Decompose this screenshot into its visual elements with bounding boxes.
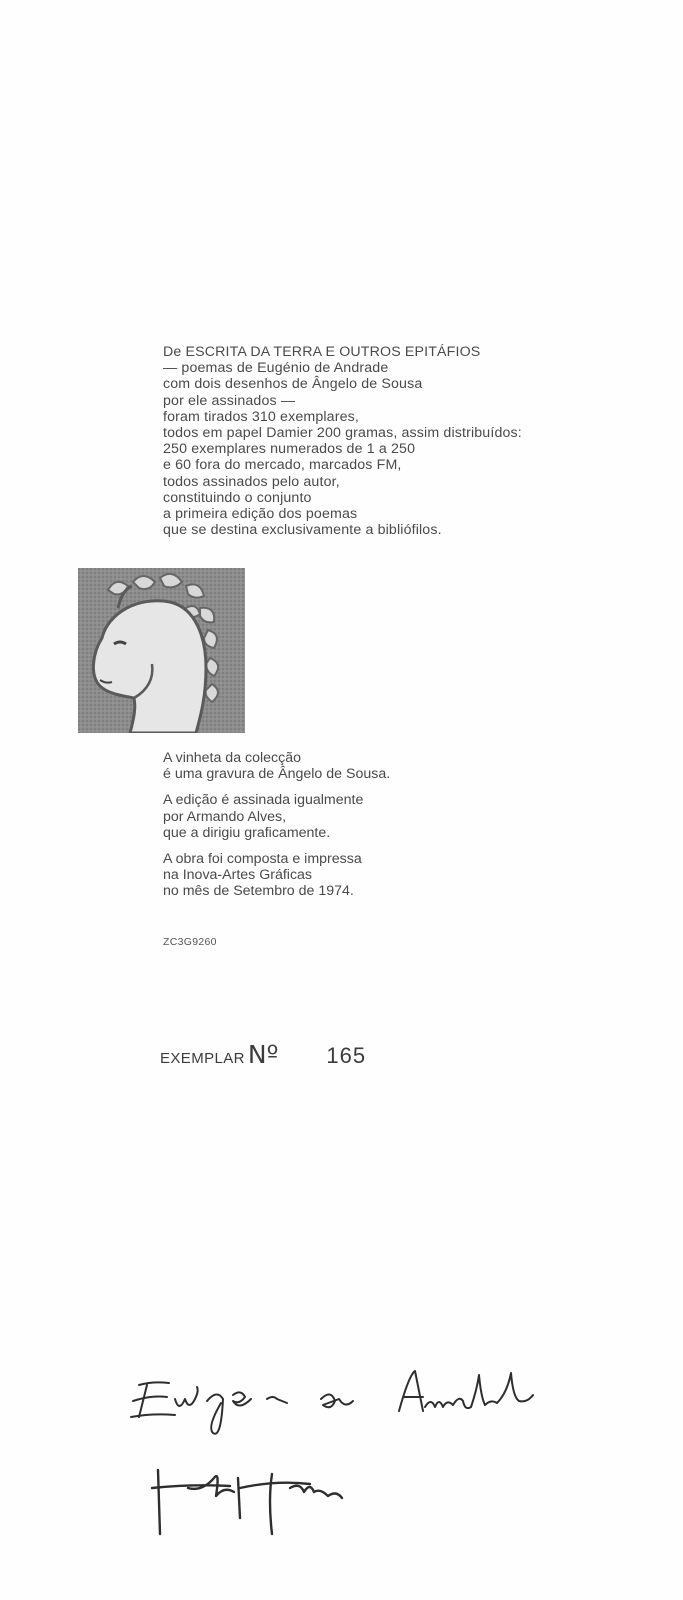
colophon-line: com dois desenhos de Ângelo de Sousa [163,376,423,393]
colophon-line: 250 exemplares numerados de 1 a 250 [163,441,416,458]
colophon-line: e 60 fora do mercado, marcados FM, [163,457,402,474]
author-signature [125,1365,585,1445]
colophon-line: que se destina exclusivamente a bibliófilos. [163,522,442,539]
colophon-line: todos em papel Damier 200 gramas, assim distribuídos: [163,425,522,442]
note-line: A vinheta da colecção [163,750,302,766]
note-line: é uma gravura de Ângelo de Sousa. [163,766,391,783]
note-line: que a dirigiu graficamente. [163,824,331,841]
colophon-line: todos assinados pelo autor, [163,473,340,490]
colophon-text [163,344,623,538]
colophon-notes [163,750,543,910]
colophon-line: foram tirados 310 exemplares, [163,408,359,425]
colophon-line: constituindo o conjunto [163,489,312,506]
colophon-line: a primeira edição dos poemas [163,506,358,523]
note-line: A edição é assinada igualmente [163,792,364,809]
print-code: ZC3G9260 [163,936,217,948]
note-line: A obra foi composta e impressa [163,851,362,868]
note-line: no mês de Setembro de 1974. [163,883,354,900]
note-line: na Inova-Artes Gráficas [163,867,313,884]
copy-number: 165 [326,1043,367,1068]
colophon-line: De ESCRITA DA TERRA E OUTROS EPITÁFIOS [163,344,481,360]
designer-signature [148,1460,358,1540]
colophon-line: por ele assinados — [163,392,296,409]
printing-note [163,851,543,900]
exemplar-label: EXEMPLAR [160,1050,245,1067]
horse-head-engraving-icon [78,568,245,733]
note-line: por Armando Alves, [163,808,287,825]
colophon-line: — poemas de Eugénio de Andrade [163,360,389,377]
signature-note [163,792,543,841]
exemplar-number [160,1040,366,1069]
number-sign: Nº [247,1040,279,1069]
vignette-note [163,750,543,782]
